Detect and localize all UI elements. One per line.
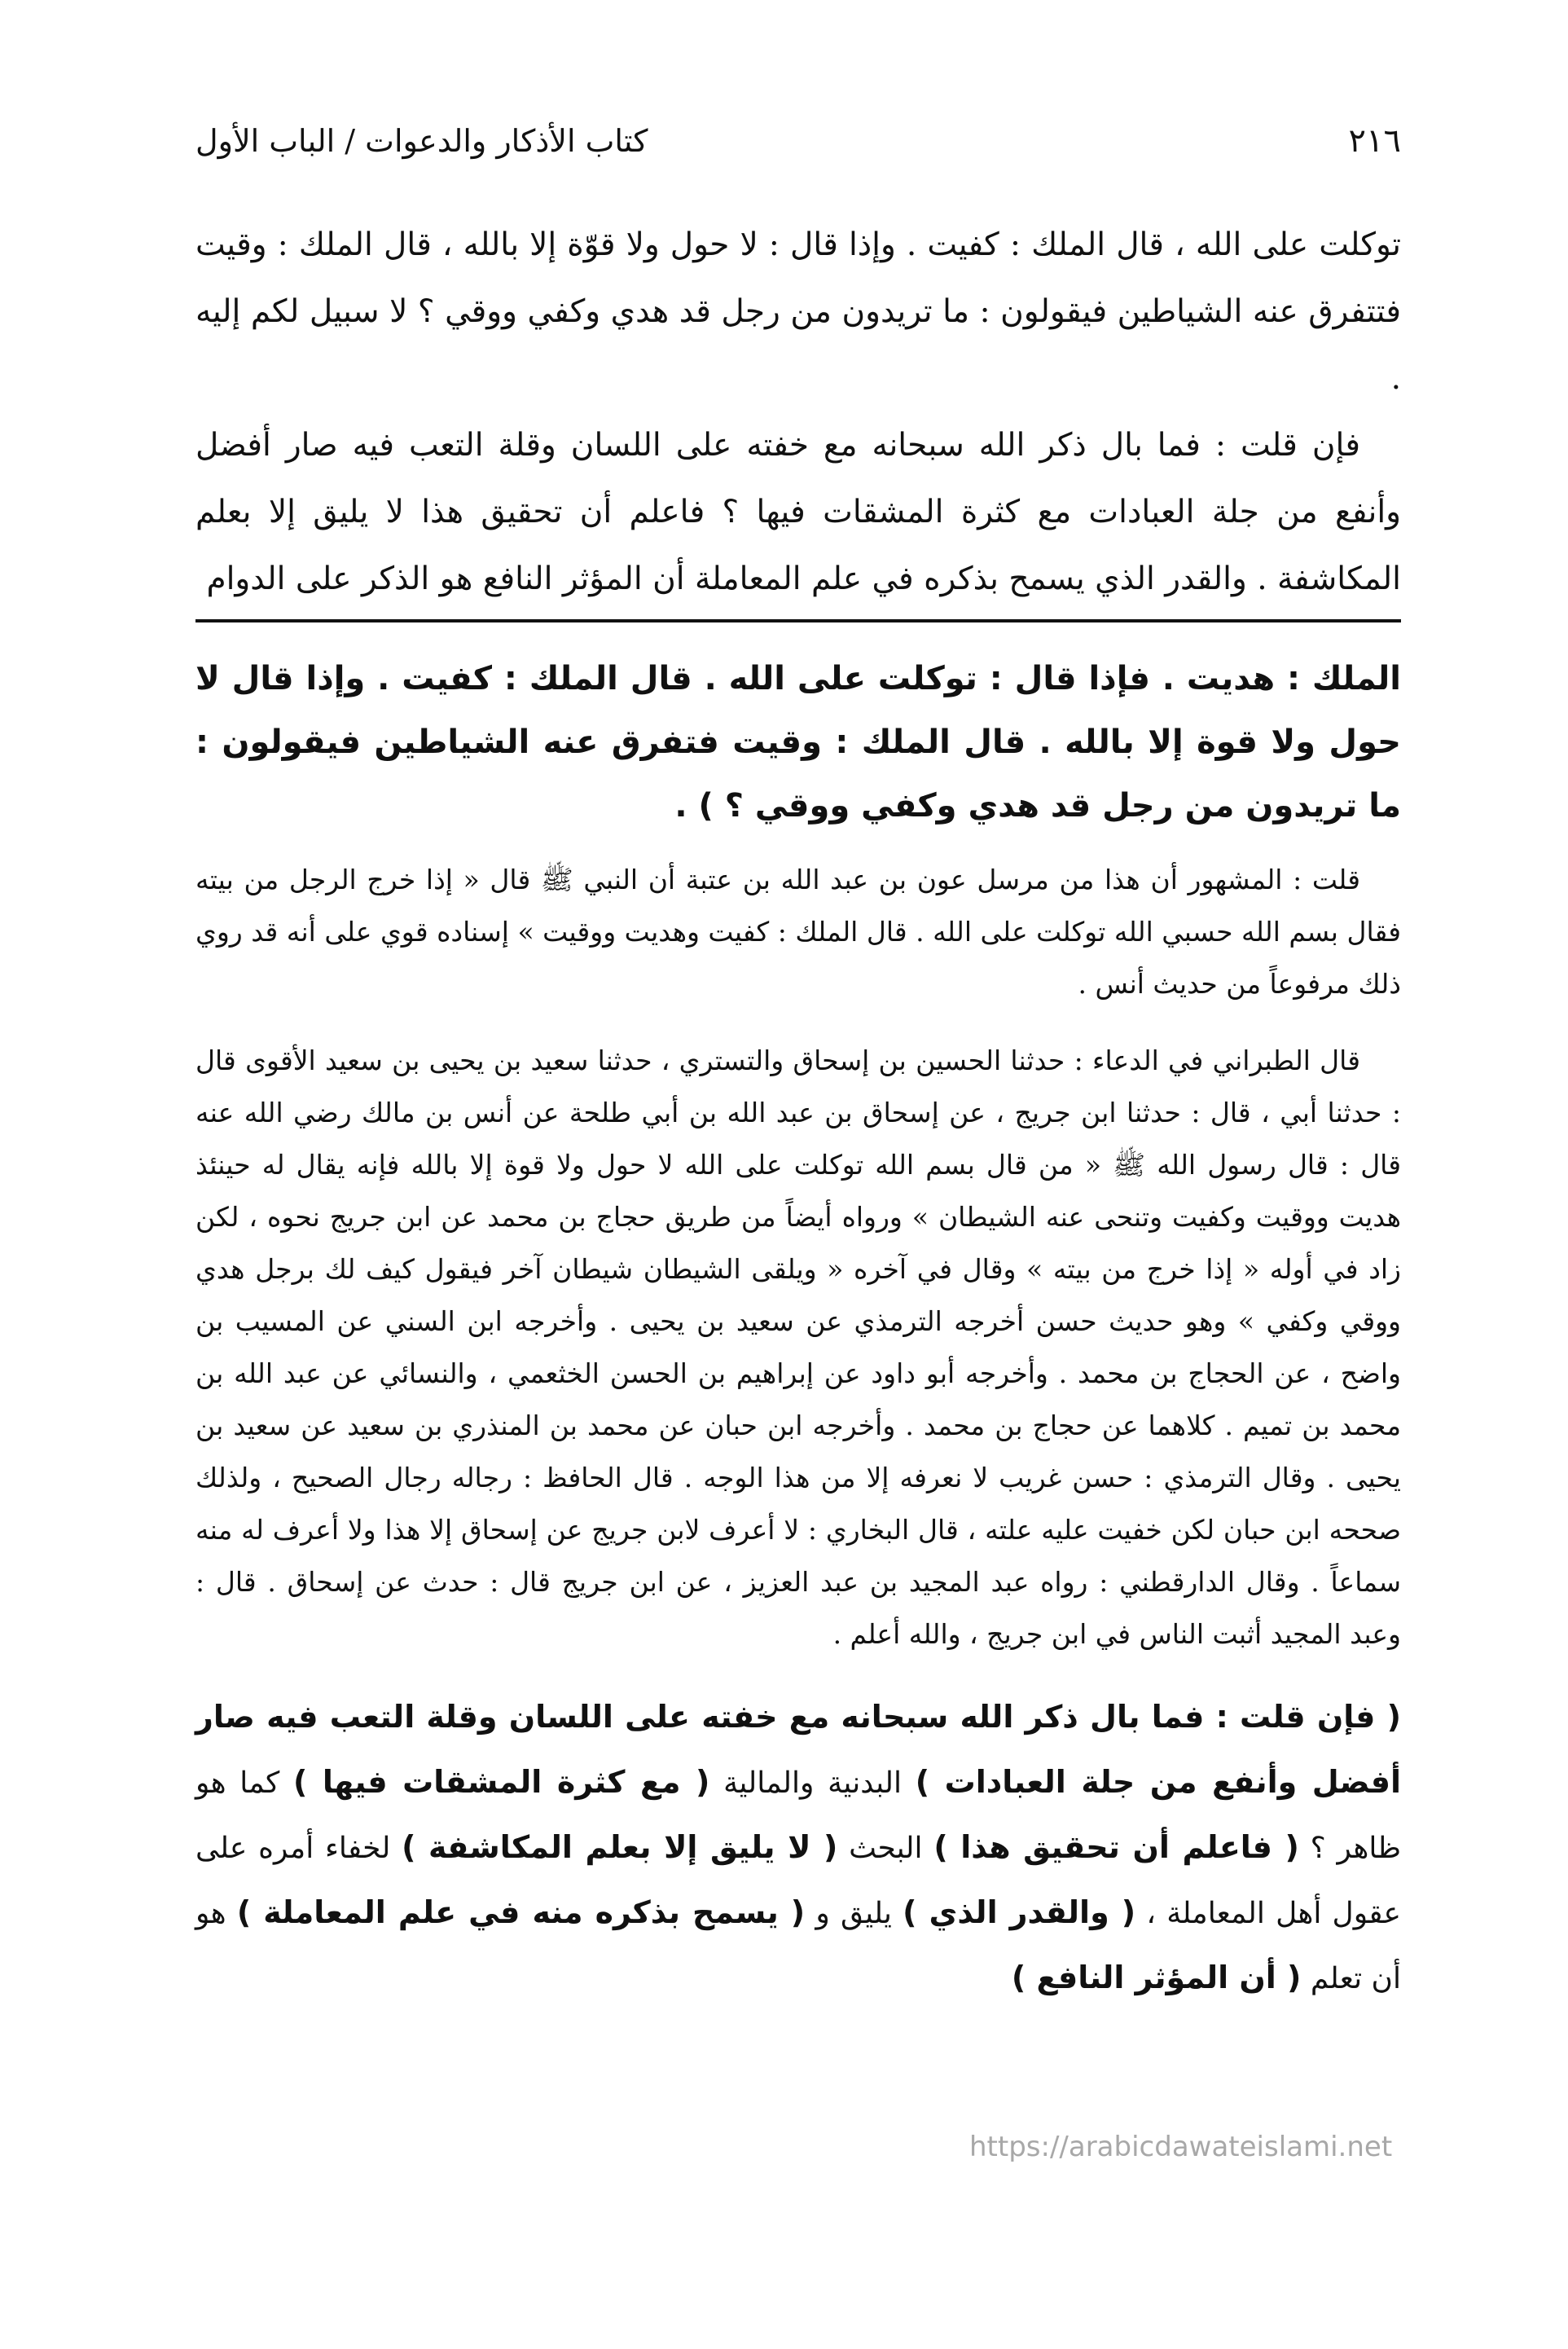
- page-number: ٢١٦: [1348, 122, 1401, 160]
- commentary-paragraph-2: قال الطبراني في الدعاء : حدثنا الحسين بن إسحاق والتستري ، حدثنا سعيد بن يحيى بن سعيد الأقوى قال : حدثنا أبي ، قال : حدثنا ابن جريج ، عن إسحاق بن عبد الله بن أبي طلحة عن أنس بن مالك رضي الله عنه قال : قال رسول الله ﷺ « من قال بسم الله توكلت على الله لا حول ولا قوة إلا بالله فإنه يقال له حينئذ هديت ووقيت وكفيت وتنحى عنه الشيطان » ورواه أيضاً من طريق حجاج بن محمد عن ابن جريج نحوه ، لكن زاد في أوله « إذا خرج من بيته » وقال في آخره « ويلقى الشيطان شيطان آخر فيقول كيف لك برجل هدي ووقي وكفي » وهو حديث حسن أخرجه الترمذي عن سعيد بن يحيى . وأخرجه ابن السني عن المسيب بن واضح ، عن الحجاج بن محمد . وأخرجه أبو داود عن إبراهيم بن الحسن الخثعمي ، والنسائي عن عبد الله بن محمد بن تميم . كلاهما عن حجاج بن محمد . وأخرجه ابن حبان عن محمد بن المنذري بن سعيد عن سعيد بن يحيى . وقال الترمذي : حسن غريب لا نعرفه إلا من هذا الوجه . قال الحافظ : رجاله رجال الصحيح ، ولذلك صححه ابن حبان لكن خفيت عليه علته ، قال البخاري : لا أعرف لابن جريج عن إسحاق إلا هذا ولا أعرف له منه سماعاً . وقال الدارقطني : رواه عبد المجيد بن عبد العزيز ، عن ابن جريج قال : حدث عن إسحاق . قال : وعبد المجيد أثبت الناس في ابن جريج ، والله أعلم .: [195, 1045, 1401, 1650]
- quoted-segment: ( أن المؤثر النافع ): [1011, 1960, 1302, 1995]
- running-title: كتاب الأذكار والدعوات / الباب الأول: [195, 123, 648, 159]
- gloss-segment: لخفاء أمره على عقول أهل المعاملة ،: [195, 1832, 1402, 1930]
- separator-rule: [195, 619, 1401, 622]
- commentary-paragraph-1: قلت : المشهور أن هذا من مرسل عون بن عبد الله بن عتبة أن النبي ﷺ قال « إذا خرج الرجل من بيته فقال بسم الله حسبي الله توكلت على الله . قال الملك : كفيت وهديت ووقيت » إسناده قوي على أنه قد روي ذلك مرفوعاً من حديث أنس .: [195, 864, 1401, 1000]
- commentary-quoted-text: الملك : هديت . فإذا قال : توكلت على الله . قال الملك : كفيت . وإذا قال لا حول ولا قوة إلا بالله . قال الملك : وقيت فتفرق عنه الشياطين فيقولون : ما تريدون من رجل قد هدي وكفي ووقي ؟ ) .: [195, 660, 1401, 825]
- quoted-segment: ( فإن قلت : فما بال ذكر الله سبحانه مع خفته على اللسان وقلة التعب فيه صار أفضل وأنفع من جلة العبادات ): [195, 1699, 1402, 1800]
- page-header: [195, 122, 1401, 179]
- quoted-segment: ( مع كثرة المشقات فيها ): [292, 1764, 710, 1800]
- quoted-segment: ( يسمح بذكره منه في علم المعاملة ): [236, 1894, 806, 1930]
- quoted-segment: ( فاعلم أن تحقيق هذا ): [933, 1829, 1299, 1865]
- main-paragraph-2: فإن قلت : فما بال ذكر الله سبحانه مع خفته على اللسان وقلة التعب فيه صار أفضل وأنفع من جلة العبادات مع كثرة المشقات فيها ؟ فاعلم أن تحقيق هذا لا يليق إلا بعلم المكاشفة . والقدر الذي يسمح بذكره في علم المعاملة أن المؤثر النافع هو الذكر على الدوام: [195, 427, 1401, 597]
- gloss-segment: البدنية والمالية: [709, 1766, 916, 1800]
- quoted-segment: ( لا يليق إلا بعلم المكاشفة ): [402, 1829, 838, 1865]
- main-paragraph-1: توكلت على الله ، قال الملك : كفيت . وإذا قال : لا حول ولا قوّة إلا بالله ، قال الملك : وقيت فتتفرق عنه الشياطين فيقولون : ما تريدون من رجل قد هدي وكفي ووقي ؟ لا سبيل لكم إليه .: [195, 227, 1402, 397]
- gloss-segment: البحث: [837, 1832, 934, 1865]
- watermark-url: https://arabicdawateislami.net: [969, 2131, 1393, 2163]
- commentary-final-paragraph: [195, 1685, 1401, 2011]
- quoted-segment: ( والقدر الذي ): [903, 1894, 1136, 1930]
- gloss-segment: هو أن تعلم: [195, 1897, 1401, 1995]
- gloss-segment: يليق و: [805, 1897, 903, 1930]
- book-page: [195, 122, 1401, 2011]
- main-text: [195, 212, 1401, 613]
- gloss-segment: كما هو ظاهر ؟: [195, 1766, 1401, 1865]
